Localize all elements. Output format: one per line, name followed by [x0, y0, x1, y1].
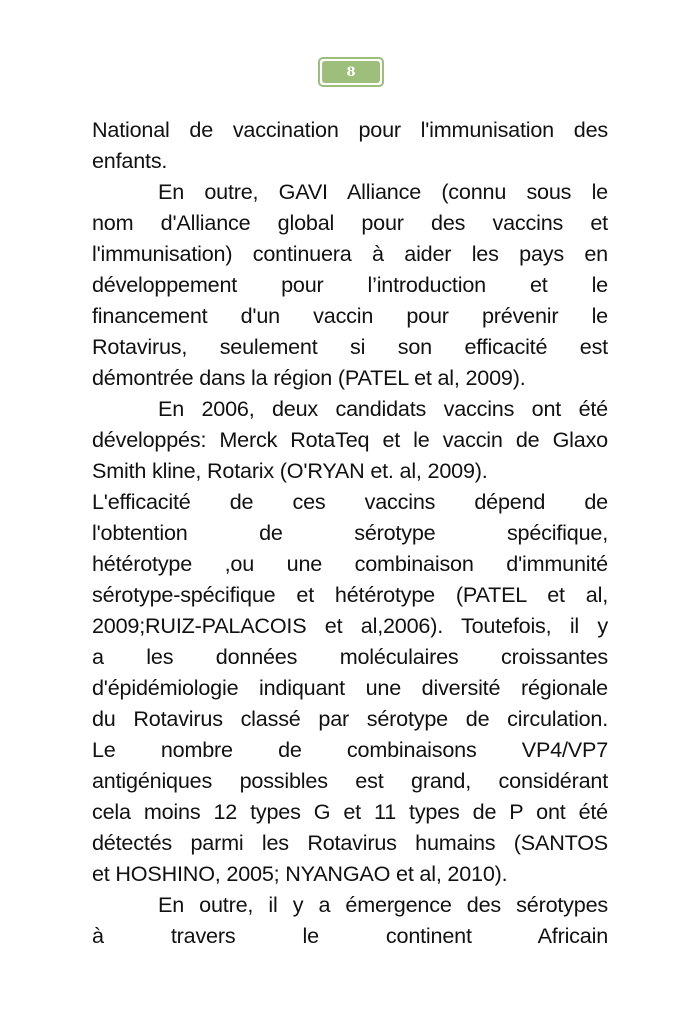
- document-body: [92, 114, 608, 951]
- text-line: En outre, GAVI Alliance (connu sous le: [158, 179, 608, 204]
- text-line: détectés parmi les Rotavirus humains (SANTOS: [92, 830, 608, 855]
- text-line: sérotype-spécifique et hétérotype (PATEL et al,: [92, 582, 608, 607]
- text-line: développement pour l’introduction et le: [92, 272, 608, 297]
- text-line: Rotavirus, seulement si son efficacité est: [92, 334, 608, 359]
- text-line: Smith kline, Rotarix (O'RYAN et. al, 2009).: [92, 458, 488, 483]
- text-line: Le nombre de combinaisons VP4/VP7: [92, 737, 608, 762]
- page-number-badge: [318, 57, 384, 87]
- text-line: antigéniques possibles est grand, considérant: [92, 768, 608, 793]
- text-line: nom d'Alliance global pour des vaccins et: [92, 210, 608, 235]
- text-line: l'immunisation) continuera à aider les pays en: [92, 241, 608, 266]
- text-line: 2009;RUIZ-PALACOIS et al,2006). Toutefois, il y: [92, 613, 608, 638]
- text-line: hétérotype ,ou une combinaison d'immunité: [92, 551, 608, 576]
- text-line: financement d'un vaccin pour prévenir le: [92, 303, 608, 328]
- text-line: L'efficacité de ces vaccins dépend de: [92, 489, 608, 514]
- text-line: démontrée dans la région (PATEL et al, 2009).: [92, 365, 526, 390]
- text-line: à travers le continent Africain: [92, 923, 608, 948]
- text-line: l'obtention de sérotype spécifique,: [92, 520, 608, 545]
- page-number: 8: [322, 61, 380, 83]
- text-line: du Rotavirus classé par sérotype de circulation.: [92, 706, 608, 731]
- text-line: En outre, il y a émergence des sérotypes: [158, 892, 608, 917]
- text-line: développés: Merck RotaTeq et le vaccin de Glaxo: [92, 427, 608, 452]
- text-line: et HOSHINO, 2005; NYANGAO et al, 2010).: [92, 861, 508, 886]
- text-line: National de vaccination pour l'immunisation des: [92, 117, 608, 142]
- text-line: enfants.: [92, 148, 168, 173]
- text-line: a les données moléculaires croissantes: [92, 644, 608, 669]
- text-line: cela moins 12 types G et 11 types de P ont été: [92, 799, 608, 824]
- text-line: En 2006, deux candidats vaccins ont été: [158, 396, 608, 421]
- text-line: d'épidémiologie indiquant une diversité régionale: [92, 675, 608, 700]
